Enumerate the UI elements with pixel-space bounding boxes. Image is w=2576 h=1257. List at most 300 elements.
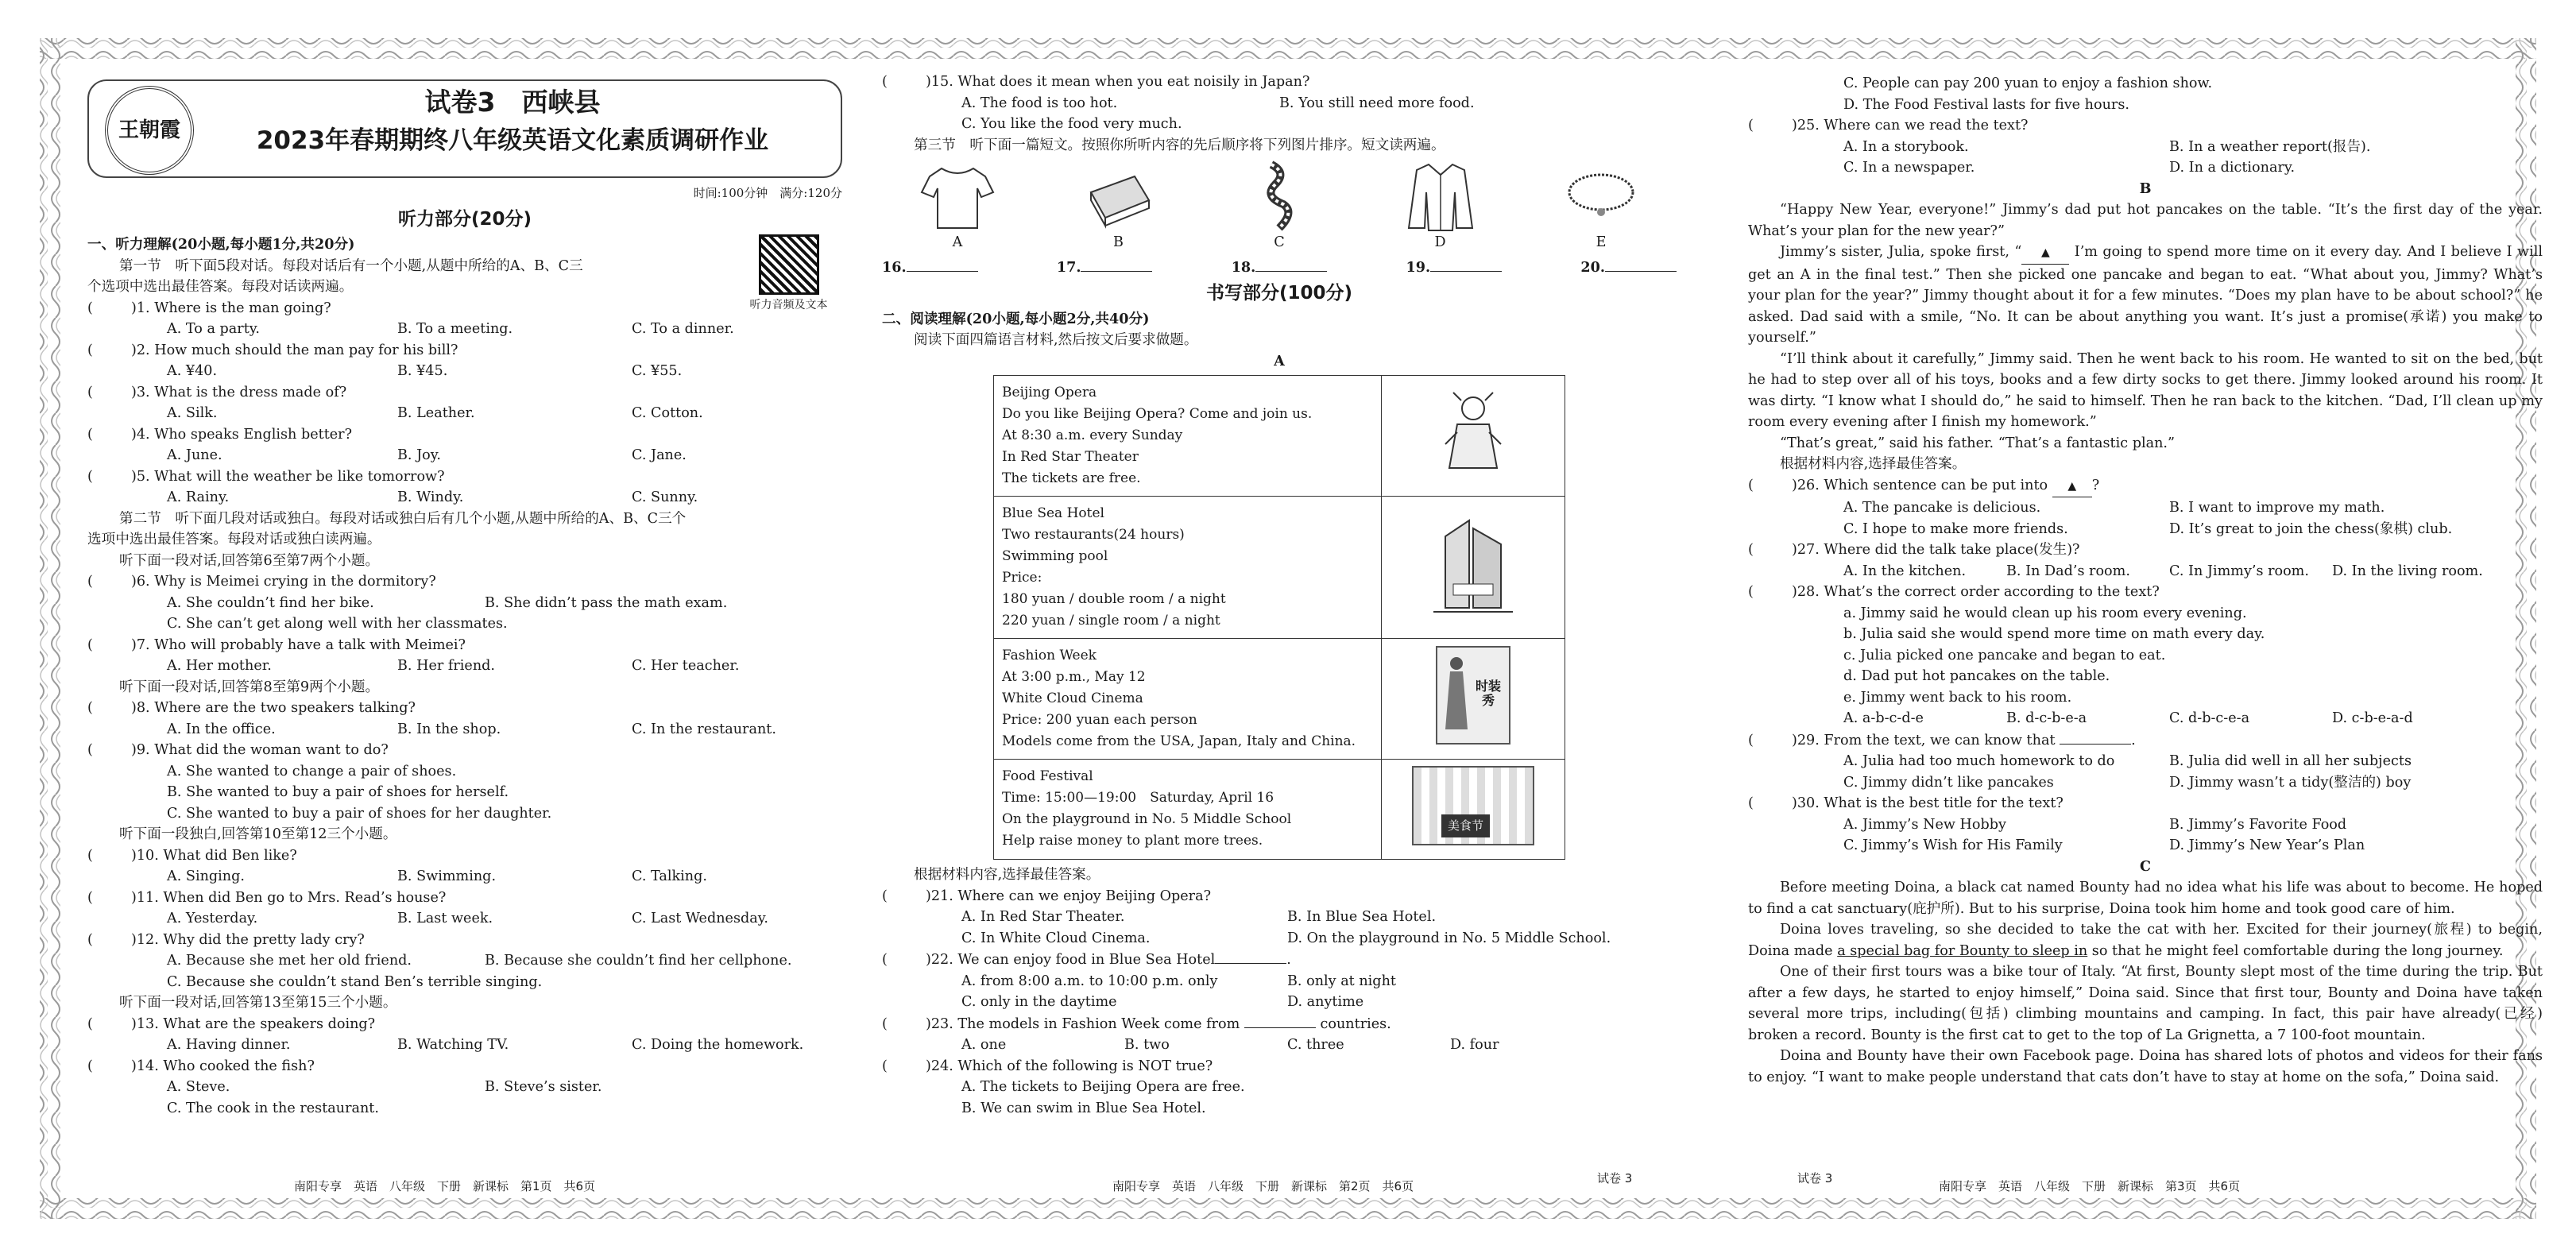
ad-blue-sea-hotel <box>994 497 1565 639</box>
option-c[interactable]: C. three <box>1287 1037 1344 1053</box>
ad-line: White Cloud Cinema <box>1002 690 1143 706</box>
option-a[interactable]: A. To a party. <box>167 321 260 337</box>
poster-text: 美食节 <box>1441 814 1490 837</box>
question-stem: )8. Where are the two speakers talking? <box>131 700 416 716</box>
passage-c-paragraph: Before meeting Doina, a black cat named Bounty had no idea what his life was about to become. He hoped to find a cat sanctuary(庇护所). But to his surprise, Doina took him home and took good care of him. <box>1748 880 2543 917</box>
poster-text: 时装秀 <box>1475 679 1501 708</box>
option-b[interactable]: B. two <box>1124 1037 1170 1053</box>
publisher-logo <box>105 86 194 175</box>
option-a[interactable]: A. Julia had too much homework to do <box>1843 753 2115 769</box>
listening-section-title: 听力部分(20分) <box>397 208 532 230</box>
logo-text: 王朝霞 <box>118 118 180 142</box>
options-24 <box>1748 95 2543 116</box>
options-8 <box>87 719 842 741</box>
ads-table <box>993 375 1565 860</box>
question-stem: )1. Where is the man going? <box>131 300 331 316</box>
options-23 <box>882 1035 1677 1056</box>
answer-blanks <box>882 257 1677 279</box>
option-a[interactable]: A. Her mother. <box>167 658 272 674</box>
question-stem: )2. How much should the man pay for his bill? <box>131 342 458 358</box>
passage-c-label: C <box>2139 857 2151 875</box>
options-30 <box>1748 835 2543 857</box>
question-25: ( )25. Where can we read the text? <box>1748 118 2029 133</box>
option-a[interactable]: A. Because she met her old friend. <box>167 953 412 969</box>
qr-block[interactable] <box>735 234 842 312</box>
option-a[interactable]: A. In Red Star Theater. <box>961 909 1125 925</box>
option-c[interactable]: C. d-b-c-e-a <box>2169 710 2250 726</box>
question-10: ( )10. What did Ben like? <box>87 847 297 864</box>
picture-a <box>914 161 1001 253</box>
option-d[interactable]: D. It’s great to join the chess(象棋) club. <box>2169 520 2453 537</box>
question-26: ( )26. Which sentence can be put into ▲ ? <box>1748 475 2543 498</box>
part1-heading: 一、听力理解(20小题,每小题1分,共20分) <box>87 236 355 253</box>
blank-19[interactable]: 19. <box>1406 257 1503 279</box>
option-d[interactable]: D. In the living room. <box>2332 563 2483 579</box>
options-25 <box>1748 157 2543 179</box>
option-c[interactable]: C. In the restaurant. <box>632 721 776 737</box>
text-run: so that he might feel comfortable during the long journey. <box>2087 942 2504 959</box>
food-festival-poster-icon <box>1412 766 1534 845</box>
picture-label: D <box>1434 234 1446 250</box>
question-28: ( )28. What’s the correct order according to the text? <box>1748 584 2160 600</box>
question-3: ( )3. What is the dress made of? <box>87 384 347 400</box>
blank-20[interactable]: 20. <box>1580 257 1677 279</box>
ad-line: At 8:30 a.m. every Sunday <box>1002 427 1183 443</box>
options-3 <box>87 403 842 424</box>
paper-title: 试卷3 西峡县 <box>424 87 601 118</box>
ad-line: Food Festival <box>1002 768 1093 784</box>
option-c[interactable]: C. She can’t get along well with her classmates. <box>167 616 508 632</box>
option-a[interactable]: A. a-b-c-d-e <box>1843 710 1924 726</box>
option-d[interactable]: D. Jimmy wasn’t a tidy(整洁的) boy <box>2169 774 2412 791</box>
picture-label: C <box>1274 234 1285 250</box>
segment-instruction: 听下面一段对话,回答第8至第9两个小题。 <box>119 679 380 695</box>
footer-label-page-2: 试卷 3 <box>1597 1171 1633 1185</box>
question-stem: )30. What is the best title for the text? <box>1792 795 2064 811</box>
option-c[interactable]: C. She wanted to buy a pair of shoes for her daughter. <box>167 805 552 822</box>
ad-fashion-week <box>994 639 1565 760</box>
question-7: ( )7. Who will probably have a talk with Meimei? <box>87 636 466 653</box>
option-b[interactable]: B. d-c-b-e-a <box>2006 710 2087 726</box>
option-b[interactable]: B. Joy. <box>397 447 441 463</box>
part3-intro: 第三节 听下面一篇短文。按照你所听内容的先后顺序将下列图片排序。短文读两遍。 <box>914 137 1445 153</box>
option-c[interactable]: C. In White Cloud Cinema. <box>961 930 1151 946</box>
options-21 <box>882 928 1677 950</box>
question-stem: )9. What did the woman want to do? <box>131 742 389 758</box>
option-c[interactable]: C. I hope to make more friends. <box>1843 520 2068 537</box>
part2-intro: 第二节 听下面几段对话或独白。每段对话或独白后有几个小题,从题中所给的A、B、C三个 <box>119 510 687 527</box>
option-d[interactable]: D. anytime <box>1287 994 1364 1010</box>
question-1: ( )1. Where is the man going? <box>87 300 331 316</box>
options-13 <box>87 1035 842 1056</box>
option-b[interactable]: B. Jimmy’s Favorite Food <box>2169 816 2347 833</box>
underlined-phrase: a special bag for Bounty to sleep in <box>1837 942 2088 959</box>
option-a[interactable]: A. Silk. <box>167 405 218 421</box>
option-b[interactable]: B. You still need more food. <box>1279 95 1475 111</box>
question-4: ( )4. Who speaks English better? <box>87 426 353 443</box>
question-stem: )29. From the text, we can know that <box>1792 732 2056 748</box>
question-stem: )28. What’s the correct order according to the text? <box>1792 584 2160 600</box>
question-stem: )23. The models in Fashion Week come from <box>926 1015 1240 1032</box>
ad-line: Swimming pool <box>1002 548 1108 564</box>
ad-line: Time: 15:00—19:00 Saturday, April 16 <box>1002 790 1274 806</box>
order-item: c. Julia picked one pancake and began to eat. <box>1843 647 2166 663</box>
option-b[interactable]: B. We can swim in Blue Sea Hotel. <box>961 1100 1206 1116</box>
qr-code-icon[interactable] <box>759 234 819 295</box>
option-b[interactable]: B. Swimming. <box>397 868 497 884</box>
options-27 <box>1748 561 2543 582</box>
ad-image <box>1382 639 1565 760</box>
passage-c-paragraph: Doina and Bounty have their own Facebook page. Doina has shared lots of photos and videos for their fans to enjoy. “I want to make people understand that cats don’t have to stay at home on the sofa,” Doina said. <box>1748 1048 2543 1085</box>
question-stem: )26. Which sentence can be put into <box>1792 477 2048 493</box>
exam-header-box <box>87 79 842 178</box>
options-25 <box>1748 137 2543 158</box>
option-c[interactable]: C. The cook in the restaurant. <box>167 1100 379 1116</box>
option-b[interactable]: B. In Blue Sea Hotel. <box>1287 909 1437 925</box>
text-run: I’m going to spend more time on it every day. And I believe I will get an A in the final test.” Then she picked one pancake and began to eat. “What about you, Jimmy? What’s your plan for the year?” Jimmy thought about it for a few minutes. “Does my plan have to be about school?” he asked. Dad said with a smile, “No. It can be about anything you want. It’s just a promise(承诺) you make to yourself.” <box>1748 244 2543 346</box>
question-stem: )3. What is the dress made of? <box>131 384 347 400</box>
footer-page-1: 南阳专享 英语 八年级 下册 新课标 第1页 共6页 <box>294 1179 596 1193</box>
option-b[interactable]: B. Julia did well in all her subjects <box>2169 753 2412 769</box>
choose-instruction: 根据材料内容,选择最佳答案。 <box>1780 456 1967 472</box>
option-b[interactable]: B. Last week. <box>397 911 493 926</box>
column-page-2 <box>882 72 1677 1192</box>
scarf-icon <box>1240 161 1319 232</box>
answer-blank[interactable] <box>2060 729 2131 745</box>
question-5: ( )5. What will the weather be like tomorrow? <box>87 468 445 485</box>
question-12: ( )12. Why did the pretty lady cry? <box>87 931 365 948</box>
option-a[interactable]: A. Steve. <box>167 1079 230 1095</box>
options-29 <box>1748 772 2543 794</box>
wallet-icon <box>1079 161 1158 232</box>
option-a[interactable]: A. In a storybook. <box>1843 138 1969 155</box>
option-c[interactable]: C. only in the daytime <box>961 994 1117 1010</box>
options-29 <box>1748 751 2543 772</box>
reading-intro: 阅读下面四篇语言材料,然后按文后要求做题。 <box>914 332 1198 348</box>
option-c[interactable]: C. Sunny. <box>632 489 698 505</box>
question-29: ( )29. From the text, we can know that . <box>1748 729 2543 752</box>
option-b[interactable]: B. Windy. <box>397 489 464 505</box>
options-2 <box>87 361 842 382</box>
option-a[interactable]: A. In the office. <box>167 721 276 737</box>
ad-image <box>1382 497 1565 639</box>
passage-b-label: B <box>2139 180 2152 197</box>
option-b[interactable]: B. She wanted to buy a pair of shoes for herself. <box>167 784 509 800</box>
options-9 <box>87 803 842 825</box>
option-b[interactable]: B. To a meeting. <box>397 321 513 337</box>
hotel-building-icon <box>1429 512 1517 616</box>
question-stem-end: ? <box>2091 477 2100 493</box>
segment-instruction: 听下面一段对话,回答第13至第15三个小题。 <box>119 995 397 1011</box>
ad-line: Fashion Week <box>1002 648 1097 663</box>
ad-line: Price: <box>1002 570 1042 586</box>
paper-subtitle: 2023年春期期终八年级英语文化素质调研作业 <box>256 126 769 155</box>
option-a[interactable]: A. She couldn’t find her bike. <box>167 594 374 611</box>
order-item: a. Jimmy said he would clean up his room every evening. <box>1843 605 2247 621</box>
options-24 <box>1748 73 2543 95</box>
question-stem: )6. Why is Meimei crying in the dormitory? <box>131 574 436 590</box>
option-a[interactable]: A. In the kitchen. <box>1843 563 1967 579</box>
option-b[interactable]: B. Because she couldn’t find her cellphone. <box>485 953 792 969</box>
question-stem-end: countries. <box>1320 1015 1391 1032</box>
question-stem-end: . <box>2131 732 2136 748</box>
ad-beijing-opera <box>994 376 1565 497</box>
option-b[interactable]: B. Leather. <box>397 405 475 421</box>
fashion-poster-icon <box>1436 646 1510 745</box>
order-item: d. Dad put hot pancakes on the table. <box>1843 668 2110 684</box>
question-stem: )15. What does it mean when you eat noisily in Japan? <box>926 74 1310 90</box>
passage-b-paragraph: “I’ll think about it carefully,” Jimmy said. Then he went back to his room. He wanted to sit on the bed, but he had to step over all of his toys, books and a few dirty socks to get there. Jimmy looked around his room. It was dirty. “I know what I should do,” he said to himself. Then he ran back to the kitchen. “Dad, I’ll clean up my room every evening after I finish my homework.” <box>1748 350 2543 430</box>
option-a[interactable]: A. The pancake is delicious. <box>1843 500 2041 516</box>
passage-b-paragraph <box>1748 242 2543 349</box>
blank-18[interactable]: 18. <box>1232 257 1328 279</box>
options-12 <box>87 972 842 993</box>
passage-b-paragraph: “Happy New Year, everyone!” Jimmy’s dad put hot pancakes on the table. “It’s the first day of the year. What’s your plan for the new year?” <box>1748 202 2543 239</box>
options-24 <box>882 1098 1677 1120</box>
question-27: ( )27. Where did the talk take place(发生)? <box>1748 542 2080 558</box>
order-item: b. Julia said she would spend more time on math every day. <box>1843 626 2265 642</box>
option-c[interactable]: C. Last Wednesday. <box>632 911 768 926</box>
option-c[interactable]: C. Jimmy’s Wish for His Family <box>1843 837 2063 853</box>
options-30 <box>1748 814 2543 836</box>
question-8: ( )8. Where are the two speakers talking? <box>87 700 416 716</box>
options-28 <box>1748 708 2543 729</box>
option-c[interactable]: C. Doing the homework. <box>632 1037 804 1053</box>
question-stem: )25. Where can we read the text? <box>1792 118 2029 133</box>
question-30: ( )30. What is the best title for the text? <box>1748 795 2064 811</box>
answer-blank[interactable] <box>1244 1013 1316 1028</box>
options-22 <box>882 971 1677 992</box>
question-stem: )14. Who cooked the fish? <box>131 1058 315 1074</box>
option-d[interactable]: D. c-b-e-a-d <box>2332 710 2413 726</box>
answer-blank[interactable] <box>1215 949 1286 964</box>
ad-image <box>1382 376 1565 497</box>
options-14 <box>87 1098 842 1120</box>
question-stem: )4. Who speaks English better? <box>131 426 353 443</box>
options-9 <box>87 782 842 803</box>
ad-line: 220 yuan / single room / a night <box>1002 613 1220 628</box>
question-2: ( )2. How much should the man pay for his bill? <box>87 342 458 358</box>
opera-performer-icon <box>1437 389 1509 476</box>
ad-line: Blue Sea Hotel <box>1002 505 1104 521</box>
option-c[interactable]: C. Jimmy didn’t like pancakes <box>1843 774 2054 791</box>
option-a[interactable]: A. from 8:00 a.m. to 10:00 p.m. only <box>961 973 1218 989</box>
options-24 <box>882 1077 1677 1098</box>
option-c[interactable]: C. To a dinner. <box>632 321 734 337</box>
question-stem: )21. Where can we enjoy Beijing Opera? <box>926 888 1211 904</box>
question-stem: )10. What did Ben like? <box>131 847 297 864</box>
blank-17[interactable]: 17. <box>1057 257 1153 279</box>
picture-b <box>1075 161 1162 253</box>
ad-line: At 3:00 p.m., May 12 <box>1002 669 1146 685</box>
question-23: ( )23. The models in Fashion Week come from countries. <box>882 1013 1677 1035</box>
ad-line: Do you like Beijing Opera? Come and join us. <box>1002 406 1313 422</box>
column-page-3 <box>1748 73 2543 1193</box>
options-7 <box>87 656 842 677</box>
question-stem: )11. When did Ben go to Mrs. Read’s house? <box>131 889 447 906</box>
question-stem: )22. We can enjoy food in Blue Sea Hotel <box>926 952 1216 968</box>
option-d[interactable]: D. On the playground in No. 5 Middle School. <box>1287 930 1611 946</box>
question-stem: )12. Why did the pretty lady cry? <box>131 931 365 948</box>
option-a[interactable]: A. June. <box>167 447 222 463</box>
options-12 <box>87 950 842 972</box>
option-a[interactable]: A. Singing. <box>167 868 245 884</box>
options-1 <box>87 319 842 340</box>
blank-triangle[interactable] <box>2052 475 2092 498</box>
passage-a-label: A <box>1274 352 1285 369</box>
option-b[interactable]: B. Her friend. <box>397 658 496 674</box>
writing-section-title: 书写部分(100分) <box>1205 283 1353 304</box>
question-14: ( )14. Who cooked the fish? <box>87 1058 315 1074</box>
options-15 <box>882 93 1677 114</box>
part1-intro: 个选项中选出最佳答案。每段对话读两遍。 <box>87 279 354 295</box>
question-13: ( )13. What are the speakers doing? <box>87 1015 376 1032</box>
tshirt-icon <box>918 161 997 232</box>
option-a[interactable]: A. ¥40. <box>167 363 218 379</box>
part2-intro: 选项中选出最佳答案。每段对话或独白读两遍。 <box>87 532 381 547</box>
triangle-icon: ▲ <box>2040 246 2050 259</box>
passage-b-paragraph: “That’s great,” said his father. “That’s a fantastic plan.” <box>1780 435 2175 451</box>
question-11: ( )11. When did Ben go to Mrs. Read’s house? <box>87 889 447 906</box>
options-15 <box>882 114 1677 135</box>
options-5 <box>87 487 842 509</box>
reading-heading: 二、阅读理解(20小题,每小题2分,共40分) <box>882 310 1150 327</box>
options-22 <box>882 992 1677 1013</box>
options-14 <box>87 1077 842 1098</box>
blank-triangle[interactable] <box>2021 242 2069 265</box>
option-c[interactable]: C. Jane. <box>632 447 687 463</box>
question-stem: )7. Who will probably have a talk with Meimei? <box>131 636 466 653</box>
segment-instruction: 听下面一段对话,回答第6至第7两个小题。 <box>119 552 380 569</box>
option-a[interactable]: A. The food is too hot. <box>961 95 1118 111</box>
ad-text <box>994 639 1382 760</box>
question-stem: )24. Which of the following is NOT true? <box>926 1058 1213 1074</box>
question-15: ( )15. What does it mean when you eat noisily in Japan? <box>882 74 1310 90</box>
options-6 <box>87 593 842 614</box>
question-6: ( )6. Why is Meimei crying in the dormitory? <box>87 574 436 590</box>
choose-instruction: 根据材料内容,选择最佳答案。 <box>914 867 1100 883</box>
footer-label-page-3: 试卷 3 <box>1797 1171 1833 1185</box>
option-d[interactable]: D. The Food Festival lasts for five hours. <box>1843 96 2129 113</box>
ad-line: Beijing Opera <box>1002 385 1097 400</box>
question-stem: )5. What will the weather be like tomorrow? <box>131 468 445 485</box>
part1-intro: 第一节 听下面5段对话。每段对话后有一个小题,从题中所给的A、B、C三 <box>119 257 583 274</box>
picture-label: B <box>1113 234 1124 250</box>
picture-label: A <box>952 234 963 250</box>
ad-line: The tickets are free. <box>1002 470 1141 486</box>
question-stem: )13. What are the speakers doing? <box>131 1015 376 1032</box>
picture-row <box>882 161 1677 253</box>
options-9 <box>87 761 842 783</box>
ad-food-festival <box>994 760 1565 860</box>
option-d[interactable]: D. Jimmy’s New Year’s Plan <box>2169 837 2365 853</box>
option-b[interactable]: B. only at night <box>1287 973 1396 989</box>
ad-line: Models come from the USA, Japan, Italy and China. <box>1002 733 1356 749</box>
ad-text <box>994 376 1382 497</box>
time-score-line: 时间:100分钟 满分:120分 <box>693 186 842 200</box>
footer-page-3: 南阳专享 英语 八年级 下册 新课标 第3页 共6页 <box>1939 1179 2241 1193</box>
question-21: ( )21. Where can we enjoy Beijing Opera? <box>882 888 1211 904</box>
options-21 <box>882 907 1677 928</box>
option-a[interactable]: A. Rainy. <box>167 489 230 505</box>
options-4 <box>87 445 842 466</box>
picture-label: E <box>1595 234 1607 250</box>
option-b[interactable]: B. In a weather report(报告). <box>2169 138 2371 155</box>
order-item: e. Jimmy went back to his room. <box>1843 689 2072 706</box>
text-run: Jimmy’s sister, Julia, spoke first, “ <box>1780 244 2022 260</box>
option-b[interactable]: B. In Dad’s room. <box>2006 563 2130 579</box>
picture-d <box>1397 161 1484 253</box>
option-c[interactable]: C. You like the food very much. <box>961 116 1182 132</box>
options-11 <box>87 908 842 930</box>
picture-e <box>1557 161 1645 253</box>
options-26 <box>1748 497 2543 519</box>
footer-page-2: 南阳专享 英语 八年级 下册 新课标 第2页 共6页 <box>1112 1179 1414 1193</box>
text-run: Doina loves traveling, so she decided to take the cat with her. Excited for their journey(旅程) to begin, Doina made <box>1748 922 2543 959</box>
ad-line: Two restaurants(24 hours) <box>1002 527 1185 543</box>
passage-c-paragraph: One of their first tours was a bike tour of Italy. “At first, Bounty slept most of the time during the trip. But after a few days, he started to enjoy himself,” Doina said. Since that first tour, Bounty and Doina have taken several more trips, including(包括) climbing mountains and camping. In fact, this pair have already(已经) broken a record. Bounty is the first cat to get to the top of La Grignetta, a 7 100-foot mountain. <box>1748 964 2543 1043</box>
option-c[interactable]: C. Talking. <box>632 868 707 884</box>
ad-line: Help raise money to plant more trees. <box>1002 833 1263 849</box>
blank-16[interactable]: 16. <box>882 257 978 279</box>
option-c[interactable]: C. ¥55. <box>632 363 683 379</box>
ad-text <box>994 497 1382 639</box>
option-b[interactable]: B. I want to improve my math. <box>2169 500 2385 516</box>
ad-line: Price: 200 yuan each person <box>1002 712 1197 728</box>
qr-label: 听力音频及文本 <box>749 299 828 311</box>
option-d[interactable]: D. four <box>1450 1037 1499 1053</box>
question-stem-end: . <box>1286 952 1291 968</box>
column-page-1 <box>87 72 842 1192</box>
picture-c <box>1236 161 1323 253</box>
shirt-icon <box>1401 161 1480 232</box>
option-c[interactable]: C. People can pay 200 yuan to enjoy a fashion show. <box>1843 75 2213 91</box>
option-b[interactable]: B. Steve’s sister. <box>485 1079 602 1095</box>
question-stem: )27. Where did the talk take place(发生)? <box>1792 542 2080 558</box>
options-26 <box>1748 519 2543 540</box>
option-b[interactable]: B. In the shop. <box>397 721 501 737</box>
option-c[interactable]: C. In Jimmy’s room. <box>2169 563 2309 579</box>
option-d[interactable]: D. In a dictionary. <box>2169 160 2296 176</box>
question-9: ( )9. What did the woman want to do? <box>87 742 389 758</box>
option-b[interactable]: B. Watching TV. <box>397 1037 509 1053</box>
ad-line: On the playground in No. 5 Middle School <box>1002 811 1292 827</box>
triangle-icon: ▲ <box>2067 479 2077 493</box>
option-c[interactable]: C. In a newspaper. <box>1843 160 1975 176</box>
option-a[interactable]: A. one <box>961 1037 1007 1053</box>
ad-image <box>1382 760 1565 860</box>
option-a[interactable]: A. She wanted to change a pair of shoes. <box>167 763 457 779</box>
options-10 <box>87 866 842 888</box>
option-a[interactable]: A. Having dinner. <box>167 1037 291 1053</box>
option-b[interactable]: B. ¥45. <box>397 363 448 379</box>
option-a[interactable]: A. Jimmy’s New Hobby <box>1843 816 2006 833</box>
option-c[interactable]: C. Her teacher. <box>632 658 740 674</box>
ad-line: In Red Star Theater <box>1002 449 1139 465</box>
option-b[interactable]: B. She didn’t pass the math exam. <box>485 594 728 611</box>
options-6 <box>87 613 842 635</box>
passage-c-paragraph <box>1748 919 2543 961</box>
option-a[interactable]: A. The tickets to Beijing Opera are free. <box>961 1079 1245 1095</box>
necklace-icon <box>1561 161 1641 232</box>
segment-instruction: 听下面一段独白,回答第10至第12三个小题。 <box>119 826 397 842</box>
question-24: ( )24. Which of the following is NOT true? <box>882 1058 1213 1074</box>
option-c[interactable]: C. Because she couldn’t stand Ben’s terrible singing. <box>167 973 543 990</box>
question-22: ( )22. We can enjoy food in Blue Sea Hotel . <box>882 949 1677 971</box>
ad-line: 180 yuan / double room / a night <box>1002 591 1226 607</box>
option-a[interactable]: A. Yesterday. <box>167 911 258 926</box>
option-c[interactable]: C. Cotton. <box>632 405 703 421</box>
